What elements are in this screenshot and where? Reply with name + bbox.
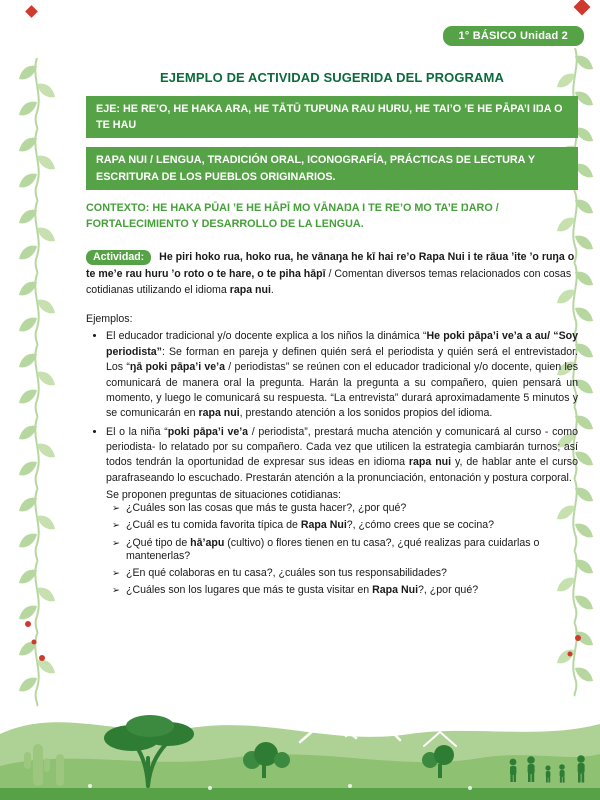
text-segment: ¿En qué colaboras en tu casa?, ¿cuáles son tus responsabilidades? (125, 567, 447, 580)
footer-illustration (0, 688, 600, 800)
item-text (106, 426, 578, 484)
text-segment: ¿Cuáles son las cosas que más te gusta hacer?, ¿por qué? (125, 502, 407, 515)
rapa-nui-banner: RAPA NUI / LENGUA, TRADICIÓN ORAL, ICONOGRAFÍA, PRÁCTICAS DE LECTURA Y ESCRITURA DE LOS PUEBLOS ORIGINARIOS. (86, 147, 578, 189)
text-segment: ?, ¿cómo crees que se cocina? (346, 519, 494, 532)
examples-list (86, 329, 578, 486)
text-segment: / periodista”, prestará mucha atención y comunicará al curso - como periodista- lo relatado por su compañero. Cada vez que utilicen la estrategia cambiarán turnos; así todos tendrán la oportunidad de expresar sus ideas en idioma (106, 425, 578, 469)
text-segment: : Se forman en pareja y definen quién será el periodista y quién será el entrevistador. Los “ (106, 345, 578, 374)
text-segment: Rapa Nui (300, 519, 347, 532)
item-text (126, 502, 406, 516)
text-segment: . (270, 284, 274, 297)
text-segment: y, de hablar ante el curso parafraseando lo escuchado. Prestarán atención a la pronunciación, entonación y postura corporal. (106, 456, 578, 484)
arrow-bullet-icon: ➢ (112, 568, 120, 580)
actividad-label: Actividad: (86, 250, 151, 265)
question-item (112, 519, 578, 533)
example-bullet (106, 425, 578, 486)
red-diamond-icon (574, 0, 591, 15)
text-segment: ?, ¿por qué? (418, 584, 479, 597)
arrow-bullet-icon: ➢ (112, 537, 120, 549)
text-segment: ŋā poki pāpa’i ve’a (129, 361, 226, 374)
text-segment: (cultivo) o flores tienen en tu casa?, ¿qué realizas para cuidarlas o mantenerlas? (125, 536, 540, 563)
contexto-text: CONTEXTO: HE HAKA PŪAI ’E HE HĀPĪ MO VĀNAŊA I TE RE’O MO TA’E ŊARO / FORTALECIMIENTO Y DESARROLLO DE LA LENGUA. (86, 201, 499, 231)
text-segment: ¿Cuáles son los lugares que más te gusta visitar en (125, 584, 373, 597)
item-text (126, 537, 578, 565)
text-segment: / Comentan diversos temas relacionados con cosas cotidianas utilizando el idioma (86, 267, 572, 297)
text-segment: ¿Qué tipo de (125, 536, 191, 549)
text-segment: / periodistas” se reúnen con el educador tradicional y/o docente, quien les comunicará de manera oral la pregunta. Harán la pregunta a su compañero, quien pensará un momento, y luego le comunicará su respuesta. “La entrevista” durará aproximadamente 5 minutos y se comunicarán en (106, 361, 578, 420)
text-segment: He piri hoko rua, hoko rua, he vānaŋa he kī hai re’o Rapa Nui i te rāua ’ite ’o ruŋa o te me’e rau huru ’o roto o te hare, o te piha hāpī (86, 251, 575, 280)
item-text (126, 519, 494, 533)
question-item (112, 567, 578, 581)
text-segment: Rapa Nui (372, 584, 419, 597)
arrow-bullet-icon: ➢ (112, 520, 120, 532)
page-title: EJEMPLO DE ACTIVIDAD SUGERIDA DEL PROGRAMA (160, 70, 504, 85)
text-segment: poki pāpa’i ve’a (167, 425, 249, 438)
text-segment: rapa nui (229, 284, 271, 297)
actividad-text (86, 251, 574, 296)
arrow-bullet-icon: ➢ (112, 585, 120, 597)
ejemplos-label: Ejemplos: (86, 313, 133, 326)
red-diamond-icon (25, 5, 38, 18)
question-item (112, 537, 578, 565)
item-text (126, 567, 447, 581)
item-text (106, 330, 578, 419)
text-segment: , prestando atención a los sonidos propios del idioma. (239, 407, 493, 420)
question-item (112, 502, 578, 516)
content-area (86, 70, 578, 602)
item-text (126, 584, 478, 598)
example-bullet (106, 329, 578, 421)
questions-intro: Se proponen preguntas de situaciones cotidianas: (106, 489, 341, 502)
text-segment: rapa nui (198, 407, 240, 420)
eje-banner: EJE: HE RE’O, HE HAKA ARA, HE TĀTŪ TUPUNA RAU HURU, HE TAI’O ’E HE PĀPA’I IŊA O TE HAU (86, 96, 578, 138)
unit-badge: 1° BÁSICO Unidad 2 (443, 26, 584, 46)
arrow-bullet-icon: ➢ (112, 503, 120, 515)
text-segment: hā’apu (190, 536, 225, 549)
actividad-paragraph (86, 249, 578, 298)
questions-list (112, 502, 578, 599)
text-segment: rapa nui (408, 456, 452, 469)
text-segment: El o la niña “ (106, 425, 168, 438)
question-item (112, 584, 578, 598)
text-segment: He poki pāpa’i ve’a a au/ “Soy periodista” (106, 330, 578, 358)
text-segment: El educador tradicional y/o docente explica a los niños la dinámica “ (106, 330, 427, 343)
text-segment: ¿Cuál es tu comida favorita típica de (125, 519, 301, 532)
leaf-vine-left-icon (16, 58, 58, 708)
